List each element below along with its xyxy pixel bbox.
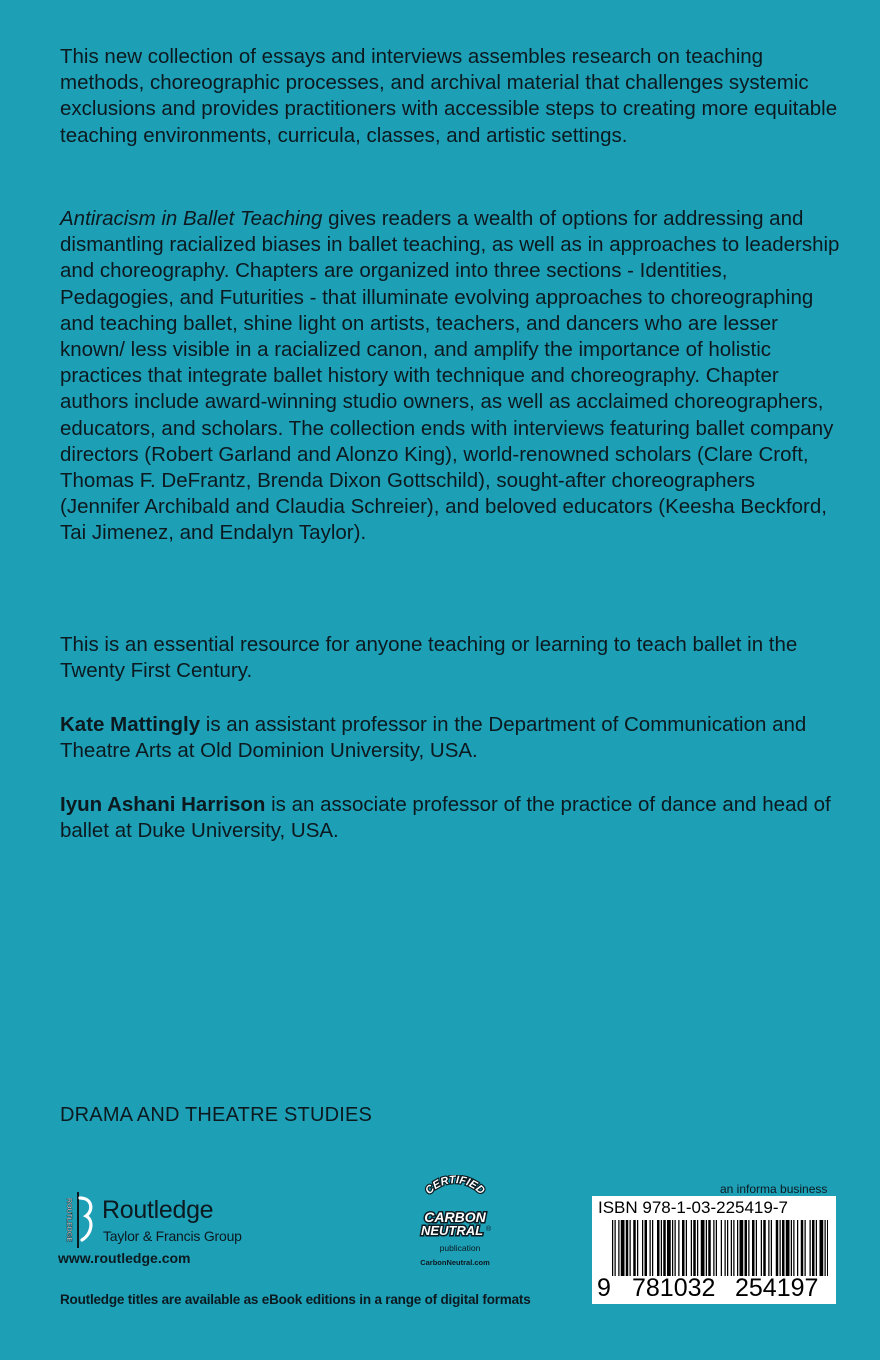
registered-mark: ® [486, 1226, 492, 1233]
barcode-bar [706, 1220, 707, 1276]
isbn-barcode [592, 1196, 836, 1304]
author-bio-1 [60, 712, 840, 764]
isbn-number: ISBN 978-1-03-225419-7 [598, 1198, 788, 1217]
barcode-bar [667, 1220, 671, 1276]
barcode-bar [682, 1220, 685, 1276]
book-title: Antiracism in Ballet Teaching [60, 207, 323, 230]
author-name: Kate Mattingly [60, 713, 201, 736]
subject-category: DRAMA AND THEATRE STUDIES [60, 1104, 373, 1126]
author-bio-text: is an associate professor of the practice of dance and head of ballet at Duke University, USA. [60, 793, 831, 843]
barcode-bar [618, 1220, 619, 1276]
barcode-bar [756, 1220, 757, 1276]
routledge-mark-icon [58, 1190, 98, 1250]
barcode-bar [820, 1220, 824, 1276]
barcode-bar [763, 1220, 766, 1276]
barcode-bar [752, 1220, 755, 1276]
author-name: Iyun Ashani Harrison [60, 793, 266, 816]
barcode-bar [691, 1220, 692, 1276]
barcode-bar [637, 1220, 638, 1276]
routledge-logo [58, 1190, 258, 1270]
barcode-bar [615, 1220, 616, 1276]
barcode-bar [725, 1220, 726, 1276]
barcode-bar [780, 1220, 781, 1276]
barcode-bars-icon [612, 1220, 828, 1276]
barcode-bar [713, 1220, 714, 1276]
barcode-bar [621, 1220, 625, 1276]
blurb-paragraph-1: This new collection of essays and interviews assembles research on teaching methods, choreographic processes, and archival material that challenges systemic exclusions and provides practitioners with accessible steps to creating more equitable teaching environments, curricula, classes, and artistic settings. [60, 45, 838, 147]
barcode-bar [733, 1220, 734, 1276]
barcode-bar [761, 1220, 762, 1276]
barcode-bar [693, 1220, 696, 1276]
barcode-bar [786, 1220, 790, 1276]
barcode-bar [675, 1220, 676, 1276]
barcode-bar [812, 1220, 815, 1276]
barcode-bar [827, 1220, 828, 1276]
barcode-bar [612, 1220, 613, 1276]
barcode-bar [727, 1220, 728, 1276]
barcode-bar [771, 1220, 772, 1276]
barcode-bar [737, 1220, 738, 1276]
carbon-text-line2: NEUTRAL [420, 1223, 484, 1238]
barcode-bar [731, 1220, 732, 1276]
barcode-bar [825, 1220, 826, 1276]
carbon-publication-text: publication [439, 1243, 481, 1253]
barcode-bar [661, 1220, 662, 1276]
barcode-bar [745, 1220, 748, 1276]
barcode-bar [816, 1220, 817, 1276]
blurb-paragraph-2 [60, 206, 840, 547]
barcode-bar [708, 1220, 711, 1276]
barcode-bar [805, 1220, 806, 1276]
barcode-bar [797, 1220, 798, 1276]
barcode-digit-first: 9 [597, 1274, 611, 1302]
routledge-mark-text: ROUTLEDGE [65, 1198, 72, 1242]
barcode-bar [801, 1220, 804, 1276]
barcode-bar [701, 1220, 705, 1276]
carbon-text-line1: CARBON [424, 1209, 486, 1225]
barcode-bar [716, 1220, 717, 1276]
barcode-bar [791, 1220, 792, 1276]
barcode-bar [626, 1220, 629, 1276]
barcode-bar [686, 1220, 687, 1276]
barcode-bar [782, 1220, 785, 1276]
barcode-bar [793, 1220, 794, 1276]
barcode-bar [663, 1220, 666, 1276]
barcode-bar [672, 1220, 673, 1276]
barcode-bar [678, 1220, 679, 1276]
carbon-site-text: CarbonNeutral.com [420, 1258, 490, 1267]
publisher-group: Taylor & Francis Group [103, 1228, 242, 1244]
carbon-neutral-badge [400, 1175, 510, 1275]
barcode-bar [768, 1220, 769, 1276]
barcode-bar [748, 1220, 749, 1276]
blurb-paragraph-3: This is an essential resource for anyone teaching or learning to teach ballet in the Twenty First Century. [60, 633, 798, 683]
barcode-bar [652, 1220, 653, 1276]
barcode-bar [810, 1220, 811, 1276]
barcode-digit-group-1: 781032 [632, 1274, 716, 1302]
carbon-certified-text: CERTIFIED [423, 1175, 487, 1197]
barcode-bar [642, 1220, 643, 1276]
author-bio-2 [60, 792, 840, 844]
svg-text:CERTIFIED [423, 1175, 487, 1197]
blurb-paragraph-2-text: gives readers a wealth of options for addressing and dismantling racialized biases in ballet teaching, as well as in approaches to leadership and choreography. Chapters are organized into three sections - Identities, Pedagogies, and Futurities - that illuminate evolving approaches to choreographing and teaching ballet, shine light on artists, teachers, and dancers who are lesser known/ less visible in a racialized canon, and amplify the importance of holistic practices that integrate ballet history with technique and choreography. Chapter authors include award-winning studio owners, as well as acclaimed choreographers, educators, and scholars. The collection ends with interviews featuring ballet company directors (Robert Garland and Alonzo King), world-renowned scholars (Clare Croft, Thomas F. DeFrantz, Brenda Dixon Gottschild), sought-after choreographers (Jennifer Archibald and Claudia Schreier), and beloved educators (Keesha Beckford, Tai Jimenez, and Endalyn Taylor). [60, 207, 840, 545]
barcode-bar [721, 1220, 722, 1276]
publisher-url: www.routledge.com [58, 1250, 191, 1266]
author-bio-text: is an assistant professor in the Department of Communication and Theatre Arts at Old Dominion University, USA. [60, 713, 807, 763]
barcode-bar [650, 1220, 651, 1276]
barcode-bar [630, 1220, 631, 1276]
informa-tagline: an informa business [720, 1182, 828, 1196]
barcode-bar [697, 1220, 698, 1276]
barcode-digit-group-2: 254197 [735, 1274, 819, 1302]
publisher-name: Routledge [102, 1196, 214, 1224]
barcode-bar [645, 1220, 648, 1276]
barcode-bar [657, 1220, 660, 1276]
ebook-availability-note: Routledge titles are available as eBook editions in a range of digital formats [60, 1292, 531, 1307]
barcode-bar [740, 1220, 744, 1276]
barcode-bar [633, 1220, 636, 1276]
barcode-bar [776, 1220, 779, 1276]
